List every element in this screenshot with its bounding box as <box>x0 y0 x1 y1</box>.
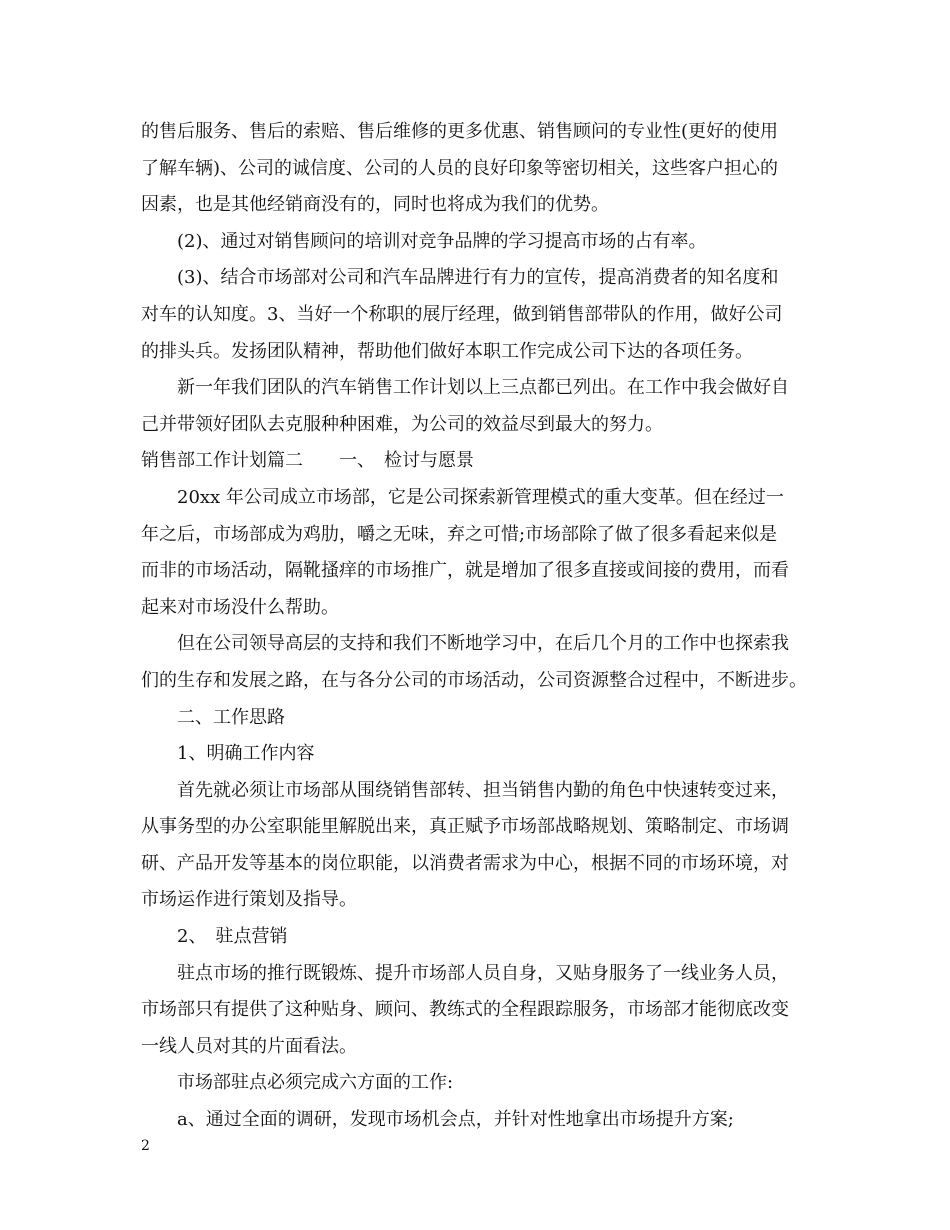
body-text-line: 市场运作进行策划及指导。 <box>141 889 357 911</box>
body-text-line: 市场部只有提供了这种贴身、顾问、教练式的全程跟踪服务，市场部才能彻底改变 <box>141 999 789 1021</box>
numbered-item: (2)、通过对销售顾问的培训对竞争品牌的学习提高市场的占有率。 <box>177 230 707 252</box>
numbered-item: (3)、结合市场部对公司和汽车品牌进行有力的宣传，提高消费者的知名度和 <box>177 267 779 289</box>
paragraph-start: 20xx 年公司成立市场部，它是公司探索新管理模式的重大变革。但在经过一 <box>177 486 784 508</box>
body-text-line: 因素，也是其他经销商没有的，同时也将成为我们的优势。 <box>141 194 609 216</box>
body-text-line: 而非的市场活动，隔靴搔痒的市场推广，就是增加了很多直接或间接的费用，而看 <box>141 560 789 582</box>
body-text-line: 对车的认知度。3、当好一个称职的展厅经理，做到销售部带队的作用，做好公司 <box>141 303 783 325</box>
body-text-line: 年之后，市场部成为鸡肋，嚼之无味，弃之可惜;市场部除了做了很多看起来似是 <box>141 523 778 545</box>
paragraph-start: 新一年我们团队的汽车销售工作计划以上三点都已列出。在工作中我会做好自 <box>177 377 789 399</box>
body-text-line: 了解车辆)、公司的诚信度、公司的人员的良好印象等密切相关，这些客户担心的 <box>141 157 779 179</box>
section-heading: 销售部工作计划篇二 一、 检讨与愿景 <box>141 450 474 472</box>
page-number: 2 <box>141 1138 150 1154</box>
body-text-line: 的售后服务、售后的索赔、售后维修的更多优惠、销售顾问的专业性(更好的使用 <box>141 121 779 142</box>
body-text-line: 的排头兵。发扬团队精神，帮助他们做好本职工作完成公司下达的各项任务。 <box>141 340 753 362</box>
paragraph-start: 首先就必须让市场部从围绕销售部转、担当销售内勤的角色中快速转变过来， <box>177 779 789 801</box>
subheading: 1、明确工作内容 <box>177 743 315 765</box>
subheading: 2、 驻点营销 <box>177 926 288 948</box>
paragraph-start: 驻点市场的推行既锻炼、提升市场部人员自身，又贴身服务了一线业务人员， <box>177 962 789 984</box>
body-text-line: 从事务型的办公室职能里解脱出来，真正赋予市场部战略规划、策略制定、市场调 <box>141 816 789 838</box>
list-item: a、通过全面的调研，发现市场机会点，并针对性地拿出市场提升方案; <box>177 1109 734 1131</box>
document-body <box>141 114 821 1139</box>
paragraph-start: 市场部驻点必须完成六方面的工作: <box>177 1072 454 1094</box>
body-text-line: 研、产品开发等基本的岗位职能，以消费者需求为中心，根据不同的市场环境，对 <box>141 852 789 874</box>
body-text-line: 一线人员对其的片面看法。 <box>141 1035 357 1057</box>
subheading: 二、工作思路 <box>177 706 285 728</box>
body-text-line: 起来对市场没什么帮助。 <box>141 596 339 618</box>
body-text-line: 己并带领好团队去克服种种困难，为公司的效益尽到最大的努力。 <box>141 413 663 435</box>
paragraph-start: 但在公司领导高层的支持和我们不断地学习中，在后几个月的工作中也探索我 <box>177 633 789 655</box>
body-text-line: 们的生存和发展之路，在与各分公司的市场活动，公司资源整合过程中，不断进步。 <box>141 669 807 691</box>
